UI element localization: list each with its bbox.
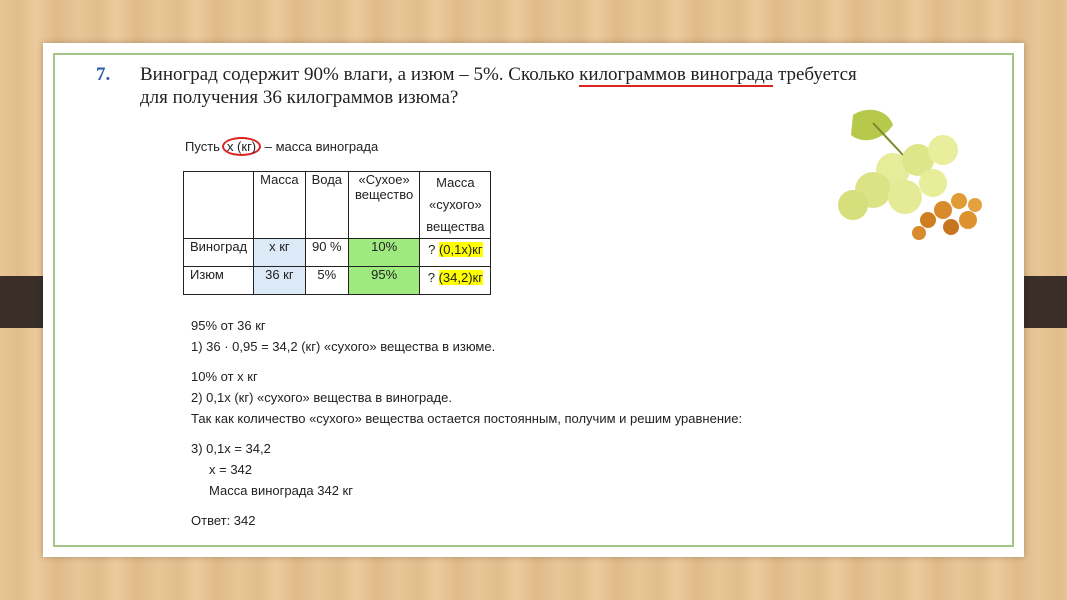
solution-line: 1) 36 · 0,95 = 34,2 (кг) «сухого» вещества в изюме.	[191, 339, 496, 354]
table-row	[184, 239, 491, 267]
solution-line: х = 342	[209, 462, 253, 477]
raisin	[934, 201, 952, 219]
question-mark: ?	[427, 270, 435, 285]
header-cell: Масса	[254, 172, 305, 239]
raisin	[951, 193, 967, 209]
table-header-row	[184, 172, 491, 239]
grape	[888, 180, 922, 214]
row-name: Изюм	[184, 267, 254, 295]
mass-cell: х кг	[254, 239, 305, 267]
problem-text	[140, 63, 859, 109]
solution-line: Масса винограда 342 кг	[209, 483, 353, 498]
let-suffix: – масса винограда	[264, 139, 379, 154]
row-name: Виноград	[184, 239, 254, 267]
let-prefix: Пусть	[185, 139, 220, 154]
dry-cell: 95%	[349, 267, 420, 295]
answer-line: Ответ: 342	[191, 513, 256, 528]
dry-mass-cell	[420, 239, 491, 267]
slide	[43, 43, 1024, 557]
dry-mass-cell	[420, 267, 491, 295]
water-cell: 90 %	[305, 239, 348, 267]
highlighted-answer: (34,2)кг	[438, 270, 483, 285]
solution-line: 2) 0,1х (кг) «сухого» вещества в винограде.	[191, 390, 452, 405]
header-cell: «Сухое» вещество	[349, 172, 420, 239]
solution-line: 3) 0,1х = 34,2	[191, 441, 271, 456]
table-row	[184, 267, 491, 295]
grape-leaf	[851, 110, 893, 140]
let-statement	[185, 137, 378, 156]
grapes-and-raisins-icon	[823, 105, 993, 245]
problem-text-part2: требуется для получения 36 килограммов изюма?	[140, 64, 857, 108]
data-table	[183, 171, 491, 295]
solution-line: 95% от 36 кг	[191, 318, 266, 333]
problem-statement	[96, 63, 859, 109]
raisin	[912, 226, 926, 240]
raisin	[959, 211, 977, 229]
solution-line: 10% от х кг	[191, 369, 258, 384]
grape	[919, 169, 947, 197]
header-cell	[184, 172, 254, 239]
water-cell: 5%	[305, 267, 348, 295]
dry-cell: 10%	[349, 239, 420, 267]
problem-text-part1: Виноград содержит 90% влаги, а изюм – 5%. Сколько	[140, 64, 580, 85]
header-cell: Масса «сухого» вещества	[420, 172, 491, 239]
solution	[191, 315, 742, 531]
solution-line: Так как количество «сухого» вещества остается постоянным, получим и решим уравнение:	[191, 411, 743, 426]
highlighted-answer: (0,1х)кг	[438, 242, 483, 257]
raisin	[968, 198, 982, 212]
header-cell: Вода	[305, 172, 348, 239]
grape	[928, 135, 958, 165]
mass-cell: 36 кг	[254, 267, 305, 295]
problem-underlined: килограммов винограда	[579, 64, 774, 85]
circled-variable: х (кг)	[222, 137, 261, 156]
problem-number: 7.	[96, 64, 111, 85]
question-mark: ?	[428, 242, 436, 257]
grape	[838, 190, 868, 220]
raisin	[920, 212, 936, 228]
raisin	[943, 219, 959, 235]
